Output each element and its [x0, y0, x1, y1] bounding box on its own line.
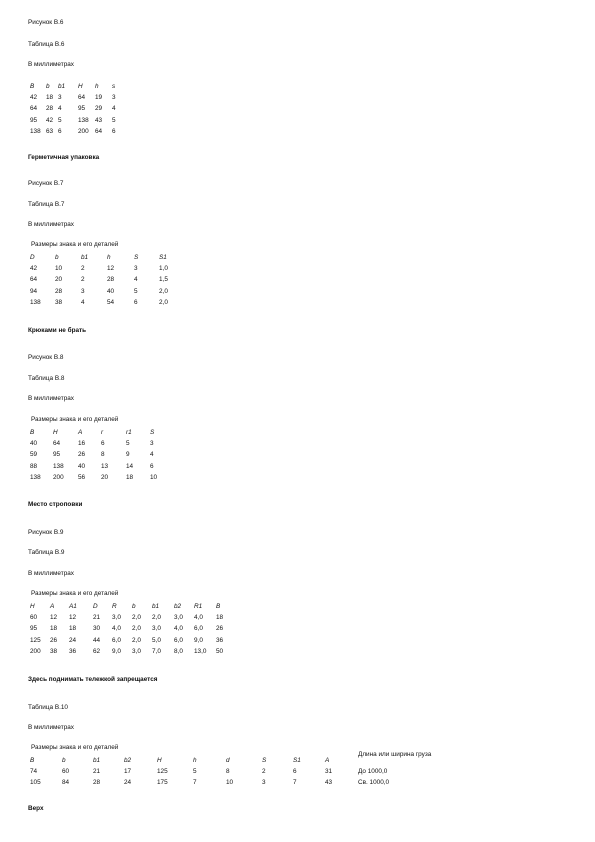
table-cell: 2 [81, 265, 85, 273]
units-note-v8: В миллиметрах [28, 395, 74, 402]
table-cell: 8 [226, 768, 230, 776]
table-cell: 16 [78, 440, 86, 448]
table-label-v10: Таблица В.10 [28, 704, 68, 711]
table-cell: 62 [93, 647, 101, 655]
col-header: b1 [81, 254, 89, 261]
table-cell: 29 [95, 105, 103, 113]
col-header: h [95, 83, 99, 90]
dimensions-table-v9 [30, 601, 228, 657]
table-cell: 138 [30, 127, 41, 135]
col-header: A [50, 603, 55, 610]
table-cell: 200 [30, 647, 41, 655]
col-header: b1 [152, 603, 160, 610]
table-row [30, 612, 228, 623]
table-cell: 10 [150, 473, 158, 481]
table-cell: 40 [78, 462, 86, 470]
col-header: b2 [174, 603, 182, 610]
table-cell: 20 [55, 276, 63, 284]
table-cell: 9 [126, 451, 130, 459]
table-cell: 40 [107, 287, 115, 295]
table-cell: 8,0 [174, 647, 183, 655]
col-header: S [150, 429, 155, 436]
caption-v6: Герметичная упаковка [28, 154, 100, 161]
table-cell: 63 [46, 127, 54, 135]
units-note-v9: В миллиметрах [28, 570, 74, 577]
table-cell: 36 [69, 647, 77, 655]
table-cell: 43 [95, 116, 103, 124]
table-cell: 12 [50, 614, 58, 622]
col-header: R1 [194, 603, 203, 610]
figure-label-v9: Рисунок В.9 [28, 529, 64, 536]
table-cell: 5 [112, 116, 116, 124]
col-header: H [30, 603, 35, 610]
table-row [30, 449, 166, 460]
table-cell: 200 [78, 127, 89, 135]
table-cell: 6 [101, 440, 105, 448]
table-cell: 3,0 [132, 647, 141, 655]
col-header: H [53, 429, 58, 436]
table-cell: 4 [134, 276, 138, 284]
table-row [30, 263, 177, 274]
table-cell: 8 [101, 451, 105, 459]
table-cell: 1,0 [159, 265, 168, 273]
table-cell: 84 [62, 779, 70, 787]
table-cell: 28 [46, 105, 54, 113]
table-cell: 4 [150, 451, 154, 459]
table-row [30, 286, 177, 297]
col-header: R [112, 603, 117, 610]
col-header: s [112, 83, 116, 90]
table-cell: 64 [53, 440, 61, 448]
table-cell: 60 [30, 614, 38, 622]
table-cell: 10 [226, 779, 234, 787]
table-cell: 105 [30, 779, 41, 787]
table-cell: 3,0 [112, 614, 121, 622]
table-header-row [30, 427, 166, 438]
table-cell: 3 [112, 94, 116, 102]
table-cell: 38 [55, 298, 63, 306]
table-cell: 12 [107, 265, 115, 273]
table-cell: 2 [262, 768, 266, 776]
table-cell: 21 [93, 614, 101, 622]
table-row [30, 646, 228, 657]
col-header: b [46, 83, 50, 90]
table-cell: 3 [81, 287, 85, 295]
table-cell: 2,0 [152, 614, 161, 622]
table-cell: 6 [58, 127, 62, 135]
table-cell: 59 [30, 451, 38, 459]
col-header: H [157, 757, 162, 764]
table-cell: 3 [134, 265, 138, 273]
table-cell: 18 [46, 94, 54, 102]
table-row [30, 461, 166, 472]
table-cell: 88 [30, 462, 38, 470]
table-cell: 95 [78, 105, 86, 113]
col-header: D [93, 603, 98, 610]
col-header: b2 [124, 757, 132, 764]
table-group-header-v9: Размеры знака и его деталей [31, 590, 119, 597]
table-label-v6: Таблица В.6 [28, 41, 65, 48]
col-header: B [30, 83, 35, 90]
dimensions-table-v10 [30, 755, 418, 789]
table-cell: 56 [78, 473, 86, 481]
col-header: b [62, 757, 66, 764]
table-cell: 24 [69, 636, 77, 644]
table-cell: 64 [30, 276, 38, 284]
col-header: S1 [293, 757, 301, 764]
col-header: r1 [126, 429, 132, 436]
table-cell: 3 [262, 779, 266, 787]
table-cell: 2 [81, 276, 85, 284]
col-header: A [78, 429, 83, 436]
table-cell: 40 [30, 440, 38, 448]
table-header-row [30, 755, 418, 766]
table-cell: 6 [150, 462, 154, 470]
table-row [30, 623, 228, 634]
table-cell: 125 [30, 636, 41, 644]
table-cell: 138 [78, 116, 89, 124]
col-header: h [107, 254, 111, 261]
table-row [30, 126, 122, 137]
table-cell: 54 [107, 298, 115, 306]
table-cell: 2,0 [159, 287, 168, 295]
table-cell: 6 [134, 298, 138, 306]
caption-v8: Место строповки [28, 501, 83, 508]
dimensions-table-v7 [30, 252, 177, 308]
col-header: B [30, 429, 35, 436]
table-cell: 95 [53, 451, 61, 459]
table-label-v7: Таблица В.7 [28, 201, 65, 208]
table-cell: 42 [30, 265, 38, 273]
units-note-v6: В миллиметрах [28, 61, 74, 68]
figure-label-v8: Рисунок В.8 [28, 354, 64, 361]
caption-v7: Крюками не брать [28, 327, 87, 334]
table-cell: 28 [107, 276, 115, 284]
table-cell: 2,0 [159, 298, 168, 306]
table-row [30, 635, 228, 646]
table-cell: 3,0 [174, 614, 183, 622]
table-cell: 20 [101, 473, 109, 481]
table-cell: 36 [216, 636, 224, 644]
table-cell: 50 [216, 647, 224, 655]
table-cell: 5,0 [152, 636, 161, 644]
table-cell: 94 [30, 287, 38, 295]
col-header-empty [358, 755, 418, 766]
table-cell: 60 [62, 768, 70, 776]
table-cell: 18 [216, 614, 224, 622]
table-row [30, 274, 177, 285]
table-cell: 64 [30, 105, 38, 113]
table-cell: 42 [30, 94, 38, 102]
table-cell: 4,0 [112, 625, 121, 633]
table-cell: 31 [325, 768, 333, 776]
col-header: b1 [58, 83, 66, 90]
table-cell: 14 [126, 462, 134, 470]
col-header: b [132, 603, 136, 610]
table-cell: 5 [126, 440, 130, 448]
table-group-header-v7: Размеры знака и его деталей [31, 241, 119, 248]
table-cell: 3 [58, 94, 62, 102]
table-cell: 44 [93, 636, 101, 644]
table-cell: 18 [50, 625, 58, 633]
table-cell: 4 [112, 105, 116, 113]
table-cell: 42 [46, 116, 54, 124]
table-label-v8: Таблица В.8 [28, 375, 65, 382]
table-cell: 2,0 [132, 614, 141, 622]
table-cell: 7 [193, 779, 197, 787]
table-cell: 64 [78, 94, 86, 102]
table-header-row [30, 81, 122, 92]
table-cell: 10 [55, 265, 63, 273]
dimensions-table-v6 [30, 81, 122, 137]
table-cell: 26 [216, 625, 224, 633]
table-row [30, 103, 122, 114]
col-header: A [325, 757, 330, 764]
table-cell: 6,0 [112, 636, 121, 644]
table-cell: 18 [69, 625, 77, 633]
table-row [30, 766, 418, 777]
units-note-v10: В миллиметрах [28, 724, 74, 731]
col-header: A1 [69, 603, 77, 610]
col-header: S1 [159, 254, 167, 261]
col-header: r [101, 429, 104, 436]
table-cell: 12 [69, 614, 77, 622]
table-cell: 7,0 [152, 647, 161, 655]
table-cell: 175 [157, 779, 168, 787]
col-header: B [30, 757, 35, 764]
table-group-header-v10: Размеры знака и его деталей [31, 744, 119, 751]
table-cell: 21 [93, 768, 101, 776]
table-cell: 74 [30, 768, 38, 776]
table-cell: 6,0 [194, 625, 203, 633]
table-header-row [30, 601, 228, 612]
table-cell: 38 [50, 647, 58, 655]
col-header: S [134, 254, 139, 261]
table-row [30, 472, 166, 483]
dimensions-table-v8 [30, 427, 166, 483]
table-row [30, 438, 166, 449]
table-cell: 138 [53, 462, 64, 470]
table-cell: 26 [50, 636, 58, 644]
table-row [30, 115, 122, 126]
table-cell: 6,0 [174, 636, 183, 644]
table-cell: 5 [58, 116, 62, 124]
table-cell: 26 [78, 451, 86, 459]
table-row [30, 92, 122, 103]
caption-v9: Здесь поднимать тележкой запрещается [28, 676, 158, 683]
table-cell: 125 [157, 768, 168, 776]
col-header: H [78, 83, 83, 90]
col-header: B [216, 603, 221, 610]
table-cell: 4 [81, 298, 85, 306]
col-header: b [55, 254, 59, 261]
table-cell: 5 [134, 287, 138, 295]
table-cell: 95 [30, 116, 38, 124]
table-cell: 9,0 [194, 636, 203, 644]
table-cell: 19 [95, 94, 103, 102]
table-cell: 2,0 [132, 625, 141, 633]
table-cell: 200 [53, 473, 64, 481]
table-cell: Св. 1000,0 [358, 779, 390, 787]
table-cell: 30 [93, 625, 101, 633]
caption-v10: Верх [28, 805, 44, 812]
col-header: b1 [93, 757, 101, 764]
table-cell: До 1000,0 [358, 768, 388, 776]
table-cell: 138 [30, 473, 41, 481]
figure-label-v7: Рисунок В.7 [28, 180, 64, 187]
table-label-v9: Таблица В.9 [28, 549, 65, 556]
col-header: h [193, 757, 197, 764]
table-cell: 24 [124, 779, 132, 787]
table-cell: 28 [55, 287, 63, 295]
col-header: d [226, 757, 230, 764]
table-cell: 43 [325, 779, 333, 787]
table-cell: 13,0 [194, 647, 207, 655]
table-cell: 4,0 [174, 625, 183, 633]
table-cell: 3,0 [152, 625, 161, 633]
table-cell: 2,0 [132, 636, 141, 644]
length-width-header: Длина или ширина груза [358, 751, 432, 758]
table-cell: 18 [126, 473, 134, 481]
table-header-row [30, 252, 177, 263]
col-header: S [262, 757, 267, 764]
table-row [30, 297, 177, 308]
table-cell: 3 [150, 440, 154, 448]
table-cell: 13 [101, 462, 109, 470]
table-cell: 5 [193, 768, 197, 776]
table-cell: 138 [30, 298, 41, 306]
table-cell: 95 [30, 625, 38, 633]
units-note-v7: В миллиметрах [28, 221, 74, 228]
table-row [30, 777, 418, 788]
col-header: D [30, 254, 35, 261]
figure-label-v6: Рисунок В.6 [28, 19, 64, 26]
table-cell: 4,0 [194, 614, 203, 622]
table-cell: 7 [293, 779, 297, 787]
table-cell: 64 [95, 127, 103, 135]
table-cell: 4 [58, 105, 62, 113]
table-cell: 6 [112, 127, 116, 135]
table-cell: 17 [124, 768, 132, 776]
table-cell: 6 [293, 768, 297, 776]
table-cell: 1,5 [159, 276, 168, 284]
table-group-header-v8: Размеры знака и его деталей [31, 416, 119, 423]
table-cell: 28 [93, 779, 101, 787]
table-cell: 9,0 [112, 647, 121, 655]
